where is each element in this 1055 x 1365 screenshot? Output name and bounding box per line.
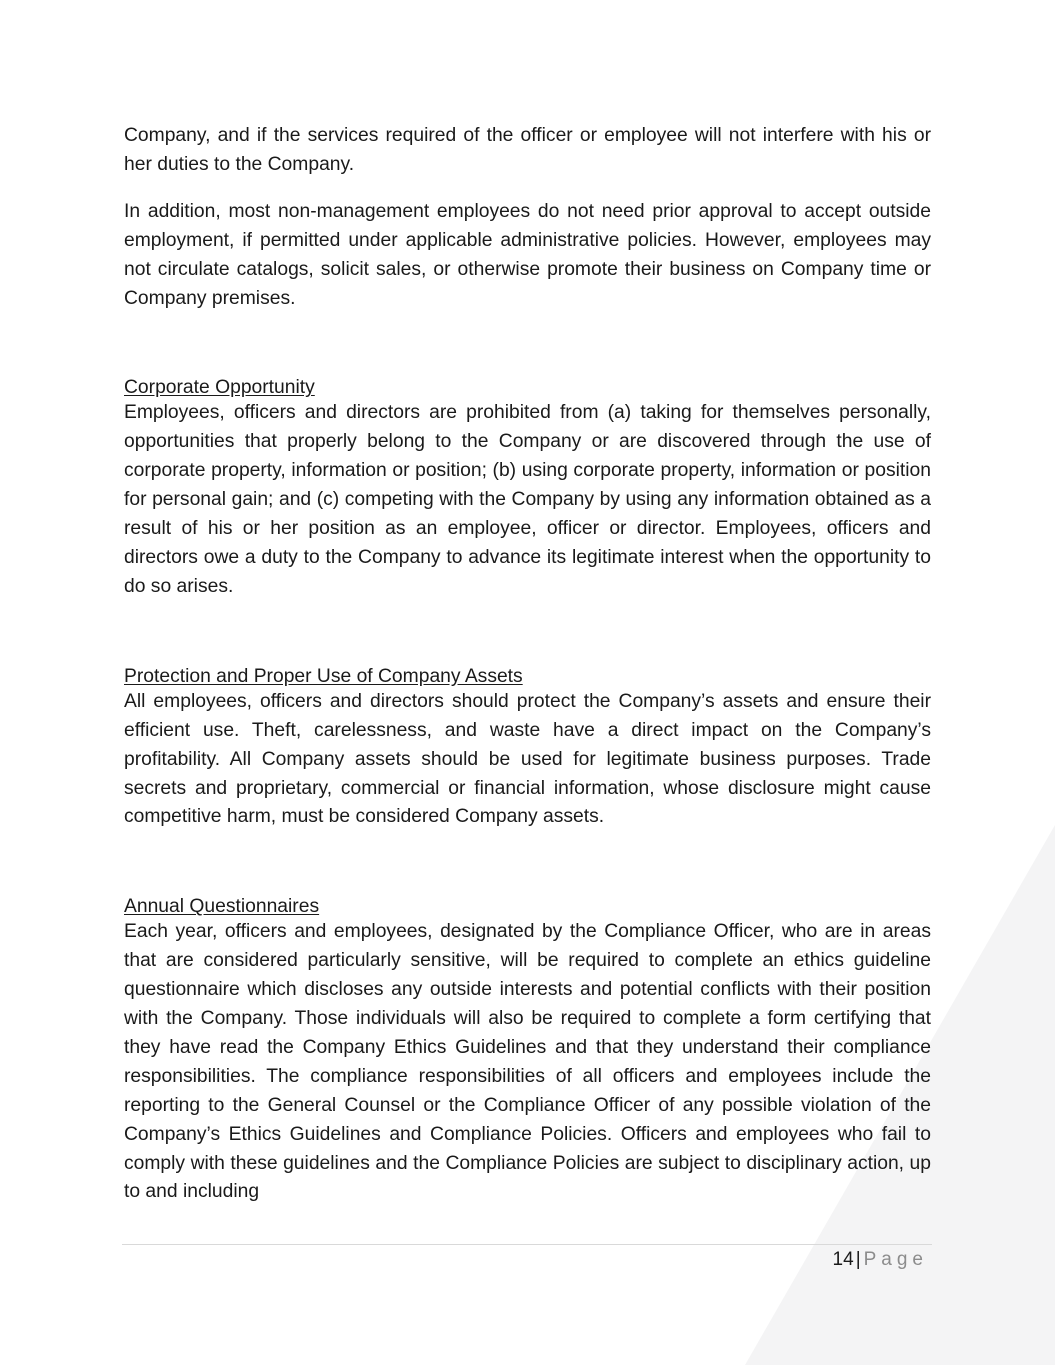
page-label: Page: [863, 1249, 928, 1270]
section-body: Employees, officers and directors are prohibited from (a) taking for themselves personally, opportunities that properly belong to the Company or are discovered through the use of corporate property, information or position; (b) using corporate property, information or position for personal gain; and (c) competing with the Company by using any information obtained as a result of his or her position as an employee, officer or director. Employees, officers and directors owe a duty to the Company to advance its legitimate interest when the opportunity to do so arises.: [124, 402, 931, 597]
footer-divider: [122, 1244, 932, 1245]
section-corporate-opportunity: [124, 374, 931, 601]
footer-separator: |: [855, 1249, 861, 1270]
page-number: 14: [832, 1249, 854, 1270]
section-annual-questionnaires: [124, 893, 931, 1207]
paragraph-continuation: Company, and if the services required of the officer or employee will not interfere with his or her duties to the Company.: [124, 125, 931, 175]
document-page: [124, 122, 931, 1207]
section-company-assets: [124, 663, 931, 833]
section-heading: Annual Questionnaires: [124, 896, 320, 918]
paragraph-outside-employment: In addition, most non-management employees do not need prior approval to accept outside employment, if permitted under applicable administrative policies. However, employees may not circulate catalogs, solicit sales, or otherwise promote their business on Company time or Company premises.: [124, 200, 931, 309]
section-body: Each year, officers and employees, designated by the Compliance Officer, who are in areas that are considered particularly sensitive, will be required to complete an ethics guideline questionnaire which discloses any outside interests and potential conflicts with their position with the Company. Those individuals will also be required to complete a form certifying that they have read the Company Ethics Guidelines and that they understand their compliance responsibilities. The compliance responsibilities of all officers and employees include the reporting to the General Counsel or the Compliance Officer of any possible violation of the Company’s Ethics Guidelines and Compliance Policies. Officers and employees who fail to comply with these guidelines and the Compliance Policies are subject to disciplinary action, up to and including: [124, 921, 931, 1203]
page-footer: [833, 1247, 928, 1273]
section-heading: Corporate Opportunity: [124, 377, 315, 399]
section-body: All employees, officers and directors should protect the Company’s assets and ensure their efficient use. Theft, carelessness, and waste have a direct impact on the Company’s profitability. All Company assets should be used for legitimate business purposes. Trade secrets and proprietary, commercial or financial information, whose disclosure might cause competitive harm, must be considered Company assets.: [124, 690, 931, 828]
section-heading: Protection and Proper Use of Company Assets: [124, 665, 523, 687]
